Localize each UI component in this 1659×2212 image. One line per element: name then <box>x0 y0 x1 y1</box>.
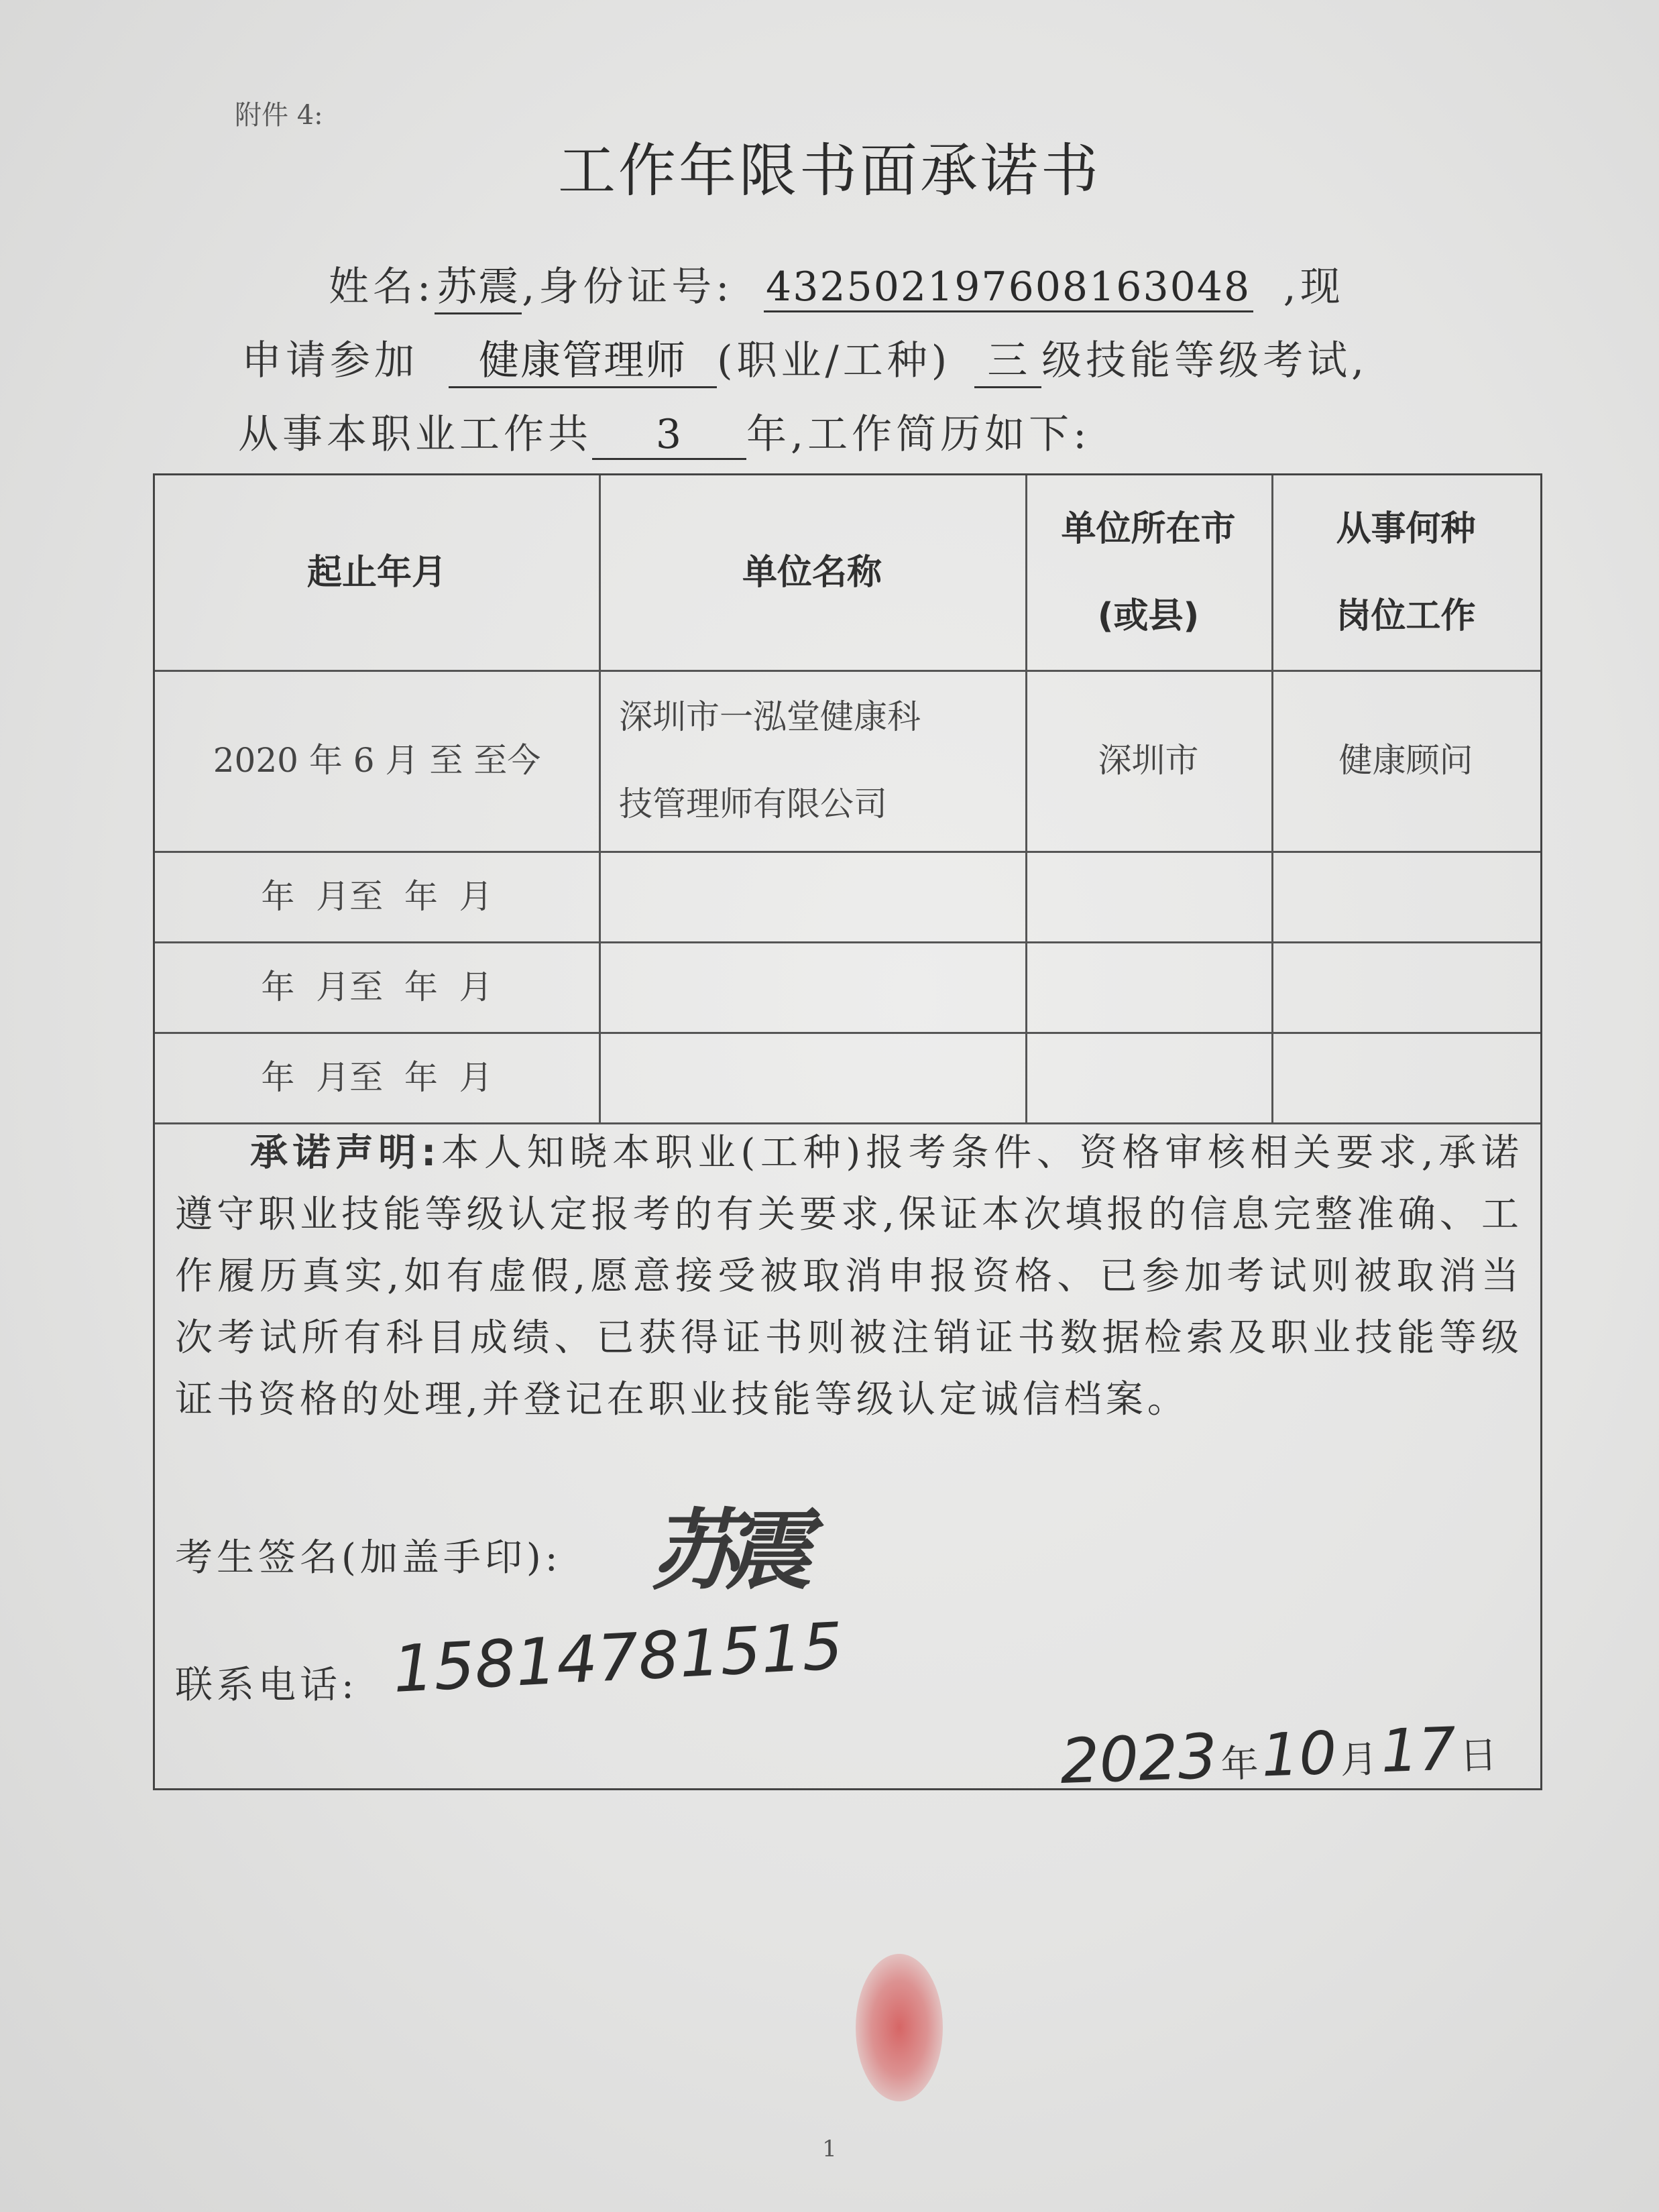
years-prefix: 从事本职业工作共 <box>238 411 592 458</box>
line1-tail: ,现 <box>1283 264 1345 310</box>
row1-company-line2: 技管理师有限公司 <box>619 784 887 823</box>
fingerprint-stamp <box>856 1954 943 2101</box>
row4-period: 年 月至 年 月 <box>261 1057 493 1097</box>
header-company: 单位名称 <box>742 552 882 593</box>
signature-label: 考生签名(加盖手印): <box>175 1536 562 1580</box>
date-year-char: 年 <box>1220 1741 1259 1787</box>
date-day: 17 <box>1379 1714 1457 1786</box>
phone-label: 联系电话: <box>175 1664 358 1707</box>
attachment-label: 附件 4: <box>235 100 323 131</box>
name-label: 姓名: <box>329 264 435 310</box>
level-value: 三 <box>974 329 1041 388</box>
header-city-line2: (或县) <box>1097 596 1200 636</box>
header-period: 起止年月 <box>306 552 447 593</box>
date-month: 10 <box>1260 1718 1338 1790</box>
declaration-label: 承诺声明: <box>250 1131 441 1175</box>
document-title: 工作年限书面承诺书 <box>558 137 1101 205</box>
row1-period: 2020 年 6 月 至 至今 <box>213 741 541 780</box>
phone-value: 15814781515 <box>391 1608 845 1707</box>
row3-period: 年 月至 年 月 <box>261 967 493 1006</box>
id-number-value: 432502197608163048 <box>764 264 1253 312</box>
occupation-value: 健康管理师 <box>449 329 717 388</box>
exam-line <box>241 329 1368 388</box>
id-label: ,身份证号: <box>522 264 734 310</box>
date-year: 2023 <box>1059 1720 1218 1798</box>
apply-prefix: 申请参加 <box>241 337 418 384</box>
date-month-char: 月 <box>1339 1737 1379 1783</box>
row1-position: 健康顾问 <box>1338 741 1473 780</box>
row1-company <box>599 670 1025 851</box>
work-history-table <box>153 473 1542 1798</box>
occupation-suffix: (职业/工种) <box>717 337 952 384</box>
name-value: 苏震 <box>435 255 522 314</box>
header-city-line1: 单位所在市 <box>1061 509 1236 549</box>
declaration-text: 本人知晓本职业(工种)报考条件、资格审核相关要求,承诺遵守职业技能等级认定报考的有关要求,保证本次填报的信息完整准确、工作履历真实,如有虚假,愿意接受被取消申报资格、已参加考试则被取消当次考试所有科目成绩、已获得证书则被注销证书数据检索及职业技能等级证书资格的处理,并登记在职业技能等级认定诚信档案。 <box>175 1131 1523 1421</box>
signature-handwriting: 苏震 <box>651 1500 799 1602</box>
header-city <box>1025 475 1271 670</box>
header-position <box>1271 475 1540 670</box>
level-suffix: 级技能等级考试, <box>1041 337 1369 384</box>
header-position-line2: 岗位工作 <box>1336 596 1476 636</box>
years-value: 3 <box>592 411 746 460</box>
date-day-char: 日 <box>1458 1733 1498 1779</box>
header-position-line1: 从事何种 <box>1336 509 1476 549</box>
name-line <box>329 255 1345 314</box>
row2-period: 年 月至 年 月 <box>261 876 493 916</box>
row1-city: 深圳市 <box>1098 741 1199 780</box>
date <box>1059 1710 1498 1798</box>
years-suffix: 年,工作简历如下: <box>746 411 1091 458</box>
years-line <box>238 402 1090 460</box>
declaration-paragraph <box>175 1122 1523 1431</box>
row1-company-line1: 深圳市一泓堂健康科 <box>619 697 921 736</box>
page-number: 1 <box>822 2136 837 2162</box>
